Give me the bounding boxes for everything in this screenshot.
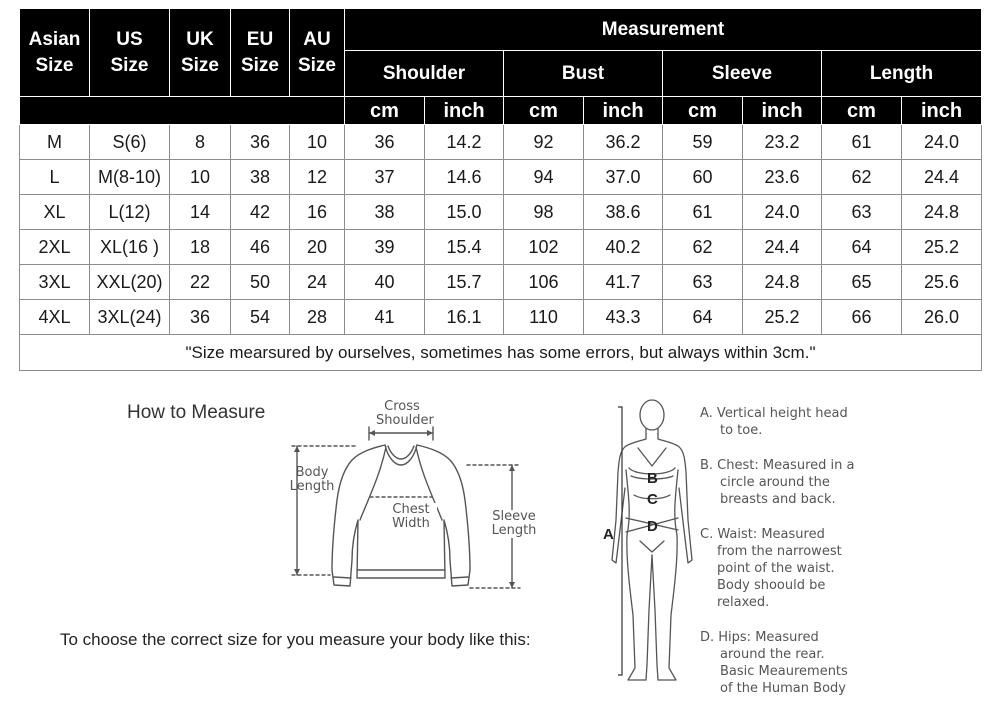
- cell-length-cm: 62: [822, 160, 902, 195]
- cell-au-size: 28: [290, 300, 345, 335]
- cell-length-cm: 66: [822, 300, 902, 335]
- header-eu-size: EU Size: [231, 9, 290, 97]
- header-us-size: US Size: [90, 9, 170, 97]
- cell-uk-size: 22: [170, 265, 231, 300]
- cell-length-inch: 25.6: [902, 265, 982, 300]
- cell-us-size: XXL(20): [90, 265, 170, 300]
- cell-bust-cm: 110: [504, 300, 584, 335]
- cell-shoulder-inch: 14.2: [425, 125, 504, 160]
- cell-bust-inch: 36.2: [584, 125, 663, 160]
- cell-us-size: XL(16 ): [90, 230, 170, 265]
- cell-bust-cm: 92: [504, 125, 584, 160]
- cell-asian-size: M: [20, 125, 90, 160]
- cell-uk-size: 10: [170, 160, 231, 195]
- cell-length-cm: 65: [822, 265, 902, 300]
- cell-length-inch: 26.0: [902, 300, 982, 335]
- cell-length-inch: 24.0: [902, 125, 982, 160]
- legend-item-d: D. Hips: Measured around the rear. Basic Meaurements of the Human Body: [700, 630, 848, 696]
- unit-header-inch: inch: [425, 97, 504, 125]
- unit-header-inch: inch: [902, 97, 982, 125]
- cell-uk-size: 36: [170, 300, 231, 335]
- cell-us-size: M(8-10): [90, 160, 170, 195]
- cell-sleeve-cm: 63: [663, 265, 743, 300]
- how-to-measure-title: How to Measure: [127, 402, 266, 423]
- cell-bust-cm: 94: [504, 160, 584, 195]
- cell-asian-size: 3XL: [20, 265, 90, 300]
- cell-eu-size: 50: [231, 265, 290, 300]
- cell-shoulder-inch: 15.7: [425, 265, 504, 300]
- cell-shoulder-cm: 37: [345, 160, 425, 195]
- cell-bust-cm: 98: [504, 195, 584, 230]
- cell-asian-size: 2XL: [20, 230, 90, 265]
- cell-length-cm: 64: [822, 230, 902, 265]
- cell-eu-size: 46: [231, 230, 290, 265]
- cell-uk-size: 18: [170, 230, 231, 265]
- header-au-size: AU Size: [290, 9, 345, 97]
- unit-header-cm: cm: [822, 97, 902, 125]
- header-uk-size: UK Size: [170, 9, 231, 97]
- cell-bust-cm: 102: [504, 230, 584, 265]
- legend-item-c: C. Waist: Measured from the narrowest point of the waist. Body shoould be relaxed.: [700, 527, 842, 610]
- cell-sleeve-inch: 24.0: [743, 195, 822, 230]
- choose-size-instruction: To choose the correct size for you measure your body like this:: [60, 630, 531, 649]
- cell-sleeve-cm: 60: [663, 160, 743, 195]
- cell-sleeve-inch: 24.8: [743, 265, 822, 300]
- marker-c: C: [647, 491, 658, 508]
- cell-au-size: 24: [290, 265, 345, 300]
- cell-shoulder-cm: 41: [345, 300, 425, 335]
- cell-shoulder-cm: 40: [345, 265, 425, 300]
- chest-width-label: Chest Width: [385, 503, 437, 531]
- cell-au-size: 12: [290, 160, 345, 195]
- cell-sleeve-cm: 61: [663, 195, 743, 230]
- unit-header-inch: inch: [743, 97, 822, 125]
- unit-header-cm: cm: [345, 97, 425, 125]
- cell-sleeve-inch: 25.2: [743, 300, 822, 335]
- header-asian-size: Asian Size: [20, 9, 90, 97]
- cell-eu-size: 42: [231, 195, 290, 230]
- cell-shoulder-cm: 36: [345, 125, 425, 160]
- cell-eu-size: 54: [231, 300, 290, 335]
- legend-item-b: B. Chest: Measured in a circle around the breasts and back.: [700, 458, 855, 507]
- cell-bust-inch: 43.3: [584, 300, 663, 335]
- cell-asian-size: L: [20, 160, 90, 195]
- cell-asian-size: XL: [20, 195, 90, 230]
- cell-shoulder-cm: 39: [345, 230, 425, 265]
- cell-asian-size: 4XL: [20, 300, 90, 335]
- header-bust: Bust: [504, 51, 663, 97]
- header-measurement: Measurement: [345, 9, 982, 51]
- cell-sleeve-inch: 23.6: [743, 160, 822, 195]
- cell-bust-inch: 38.6: [584, 195, 663, 230]
- sleeve-length-label: Sleeve Length: [486, 510, 542, 538]
- cell-eu-size: 36: [231, 125, 290, 160]
- cell-au-size: 10: [290, 125, 345, 160]
- cell-bust-inch: 37.0: [584, 160, 663, 195]
- header-sleeve: Sleeve: [663, 51, 822, 97]
- marker-b: B: [647, 470, 658, 487]
- cell-shoulder-inch: 15.4: [425, 230, 504, 265]
- cell-bust-inch: 41.7: [584, 265, 663, 300]
- cell-length-cm: 63: [822, 195, 902, 230]
- marker-a: A: [603, 526, 614, 543]
- unit-header-cm: cm: [663, 97, 743, 125]
- cell-length-cm: 61: [822, 125, 902, 160]
- cell-sleeve-cm: 59: [663, 125, 743, 160]
- cell-shoulder-inch: 15.0: [425, 195, 504, 230]
- cell-au-size: 20: [290, 230, 345, 265]
- cell-shoulder-cm: 38: [345, 195, 425, 230]
- header-shoulder: Shoulder: [345, 51, 504, 97]
- size-note: "Size mearsured by ourselves, sometimes has some errors, but always within 3cm.": [20, 335, 982, 371]
- body-length-label: Body Length: [289, 465, 335, 494]
- unit-header-cm: cm: [504, 97, 584, 125]
- cell-uk-size: 8: [170, 125, 231, 160]
- cell-uk-size: 14: [170, 195, 231, 230]
- cell-shoulder-inch: 16.1: [425, 300, 504, 335]
- cell-eu-size: 38: [231, 160, 290, 195]
- cell-us-size: L(12): [90, 195, 170, 230]
- unit-header-inch: inch: [584, 97, 663, 125]
- cell-shoulder-inch: 14.6: [425, 160, 504, 195]
- legend-item-a: A. Vertical height head to toe.: [700, 406, 848, 438]
- cell-bust-cm: 106: [504, 265, 584, 300]
- cross-shoulder-label: Cross Shoulder: [376, 399, 434, 428]
- cell-sleeve-inch: 24.4: [743, 230, 822, 265]
- cell-length-inch: 24.4: [902, 160, 982, 195]
- cell-length-inch: 25.2: [902, 230, 982, 265]
- cell-sleeve-inch: 23.2: [743, 125, 822, 160]
- cell-au-size: 16: [290, 195, 345, 230]
- marker-d: D: [647, 518, 658, 535]
- cell-us-size: S(6): [90, 125, 170, 160]
- cell-sleeve-cm: 64: [663, 300, 743, 335]
- header-length: Length: [822, 51, 982, 97]
- cell-bust-inch: 40.2: [584, 230, 663, 265]
- cell-length-inch: 24.8: [902, 195, 982, 230]
- cell-us-size: 3XL(24): [90, 300, 170, 335]
- cell-sleeve-cm: 62: [663, 230, 743, 265]
